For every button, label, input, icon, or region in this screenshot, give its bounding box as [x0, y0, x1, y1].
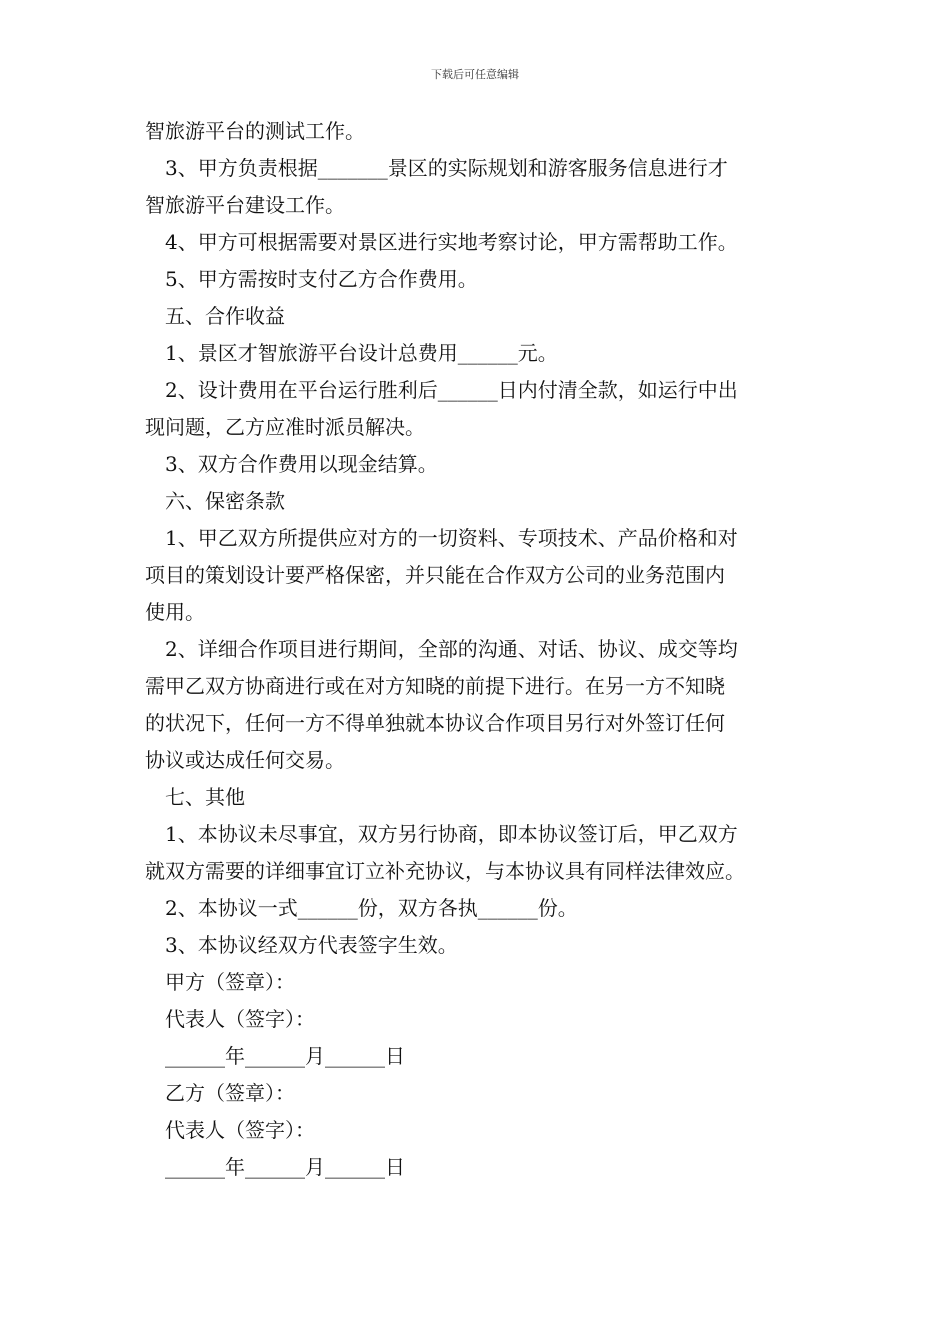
section-heading-5: 五、合作收益 [165, 304, 285, 328]
paragraph-16: 需甲乙双方协商进行或在对方知晓的前提下进行。在另一方不知晓 [145, 674, 725, 698]
paragraph-12: 1、甲乙双方所提供应对方的一切资料、专项技术、产品价格和对 [165, 526, 738, 550]
paragraph-10: 3、双方合作费用以现金结算。 [165, 452, 438, 476]
paragraph-21: 就双方需要的详细事宜订立补充协议，与本协议具有同样法律效应。 [145, 859, 745, 883]
paragraph-1: 智旅游平台的测试工作。 [145, 119, 365, 143]
paragraph-5: 5、甲方需按时支付乙方合作费用。 [165, 267, 478, 291]
document-body [145, 113, 815, 1186]
party-a-date: ______年______月______日 [165, 1044, 405, 1068]
paragraph-3: 智旅游平台建设工作。 [145, 193, 345, 217]
party-a-seal: 甲方（签章）： [165, 970, 295, 994]
paragraph-18: 协议或达成任何交易。 [145, 748, 345, 772]
paragraph-2: 3、甲方负责根据_______景区的实际规划和游客服务信息进行才 [165, 156, 728, 180]
page-header: 下载后可任意编辑 [431, 68, 519, 81]
paragraph-23: 3、本协议经双方代表签字生效。 [165, 933, 458, 957]
paragraph-15: 2、详细合作项目进行期间，全部的沟通、对话、协议、成交等均 [165, 637, 738, 661]
paragraph-8: 2、设计费用在平台运行胜利后______日内付清全款，如运行中出 [165, 378, 738, 402]
paragraph-7: 1、景区才智旅游平台设计总费用______元。 [165, 341, 558, 365]
party-b-date: ______年______月______日 [165, 1155, 405, 1179]
party-b-representative: 代表人（签字）： [165, 1118, 315, 1142]
paragraph-4: 4、甲方可根据需要对景区进行实地考察讨论，甲方需帮助工作。 [165, 230, 738, 254]
section-heading-6: 六、保密条款 [165, 489, 285, 513]
party-a-representative: 代表人（签字）： [165, 1007, 315, 1031]
paragraph-13: 项目的策划设计要严格保密，并只能在合作双方公司的业务范围内 [145, 563, 725, 587]
paragraph-20: 1、本协议未尽事宜，双方另行协商，即本协议签订后，甲乙双方 [165, 822, 738, 846]
paragraph-14: 使用。 [145, 600, 205, 624]
section-heading-7: 七、其他 [165, 785, 245, 809]
paragraph-22: 2、本协议一式______份，双方各执______份。 [165, 896, 578, 920]
paragraph-9: 现问题，乙方应准时派员解决。 [145, 415, 425, 439]
paragraph-17: 的状况下，任何一方不得单独就本协议合作项目另行对外签订任何 [145, 711, 725, 735]
party-b-seal: 乙方（签章）： [165, 1081, 295, 1105]
